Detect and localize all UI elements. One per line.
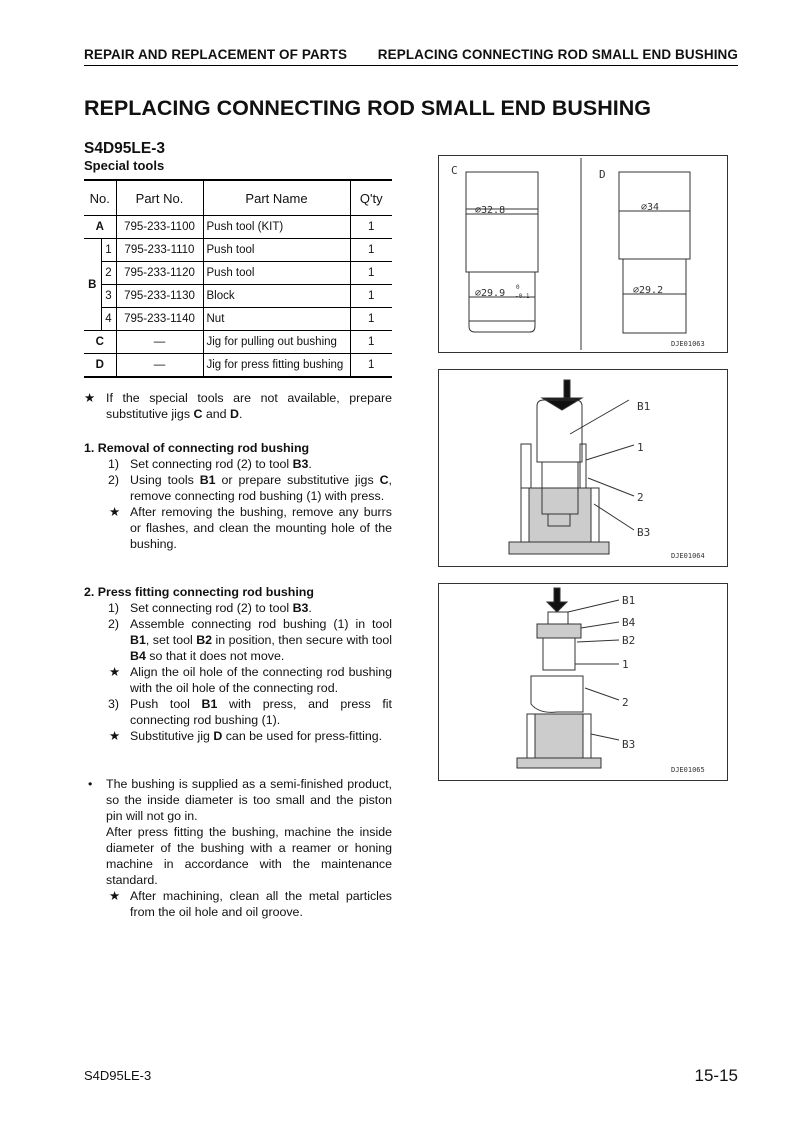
step-text: Assemble connecting rod bushing (1) in tool — [130, 617, 392, 631]
table-header-row — [84, 180, 392, 216]
qty: 1 — [350, 262, 392, 285]
note-text: If the special tools are not available, prepare substitutive jigs — [106, 391, 392, 421]
star-note — [84, 664, 392, 696]
part-name: Nut — [203, 308, 350, 331]
step-bold: B3 — [292, 457, 309, 471]
label-b2: B2 — [622, 634, 636, 647]
section-title: 1. Removal of connecting rod bushing — [84, 441, 310, 455]
step-text: . — [308, 601, 312, 615]
step — [84, 696, 392, 728]
col-header-part-no: Part No. — [116, 180, 203, 216]
tool-sub: 4 — [101, 308, 116, 331]
step-number: 2) — [108, 473, 120, 487]
section-title: 2. Press fitting connecting rod bushing — [84, 585, 314, 599]
part-no: 795-233-1110 — [116, 239, 203, 262]
bullet-note — [84, 776, 392, 920]
star-icon: ★ — [109, 665, 121, 679]
note-special-tools — [84, 390, 392, 422]
note-text: After machining, clean all the metal particles from the oil hole and oil groove. — [130, 889, 392, 919]
star-note — [84, 888, 392, 920]
table-row — [84, 308, 392, 331]
part-name: Push tool — [203, 239, 350, 262]
step-text: , remove connecting rod bushing (1) with press. — [130, 473, 392, 503]
note-text: After removing the bushing, remove any burrs or flashes, and clean the mounting hole of the bushing. — [130, 505, 392, 551]
qty: 1 — [350, 308, 392, 331]
part-no: 795-233-1140 — [116, 308, 203, 331]
step-text: so that it does not move. — [145, 649, 285, 663]
part-no: 795-233-1130 — [116, 285, 203, 308]
qty: 1 — [350, 354, 392, 378]
step-text: . — [308, 457, 312, 471]
part-name: Push tool — [203, 262, 350, 285]
step-text: Set connecting rod (2) to tool — [130, 601, 293, 615]
star-icon: ★ — [109, 505, 121, 519]
dim-c-tol-upper: 0 — [516, 284, 520, 291]
step-text: Using tools — [130, 473, 200, 487]
section-removal — [84, 440, 392, 552]
tool-sub: 2 — [101, 262, 116, 285]
part-name: Block — [203, 285, 350, 308]
label-b3: B3 — [637, 526, 651, 539]
label-connecting-rod: 2 — [637, 491, 644, 504]
label-bushing: 1 — [622, 658, 629, 671]
table-row — [84, 285, 392, 308]
page-title: REPLACING CONNECTING ROD SMALL END BUSHING — [84, 96, 651, 120]
part-name: Push tool (KIT) — [203, 216, 350, 239]
figure-code: DJE01065 — [671, 766, 705, 774]
table-row — [84, 331, 392, 354]
part-no: — — [116, 354, 203, 378]
star-icon: ★ — [109, 889, 121, 903]
step-bold: C — [379, 473, 389, 487]
note-text: . — [238, 407, 243, 421]
dim-c-tol-lower: -0.1 — [515, 293, 530, 300]
special-tools-table — [84, 179, 392, 378]
note-bold: D — [229, 407, 239, 421]
header-rule — [84, 65, 738, 66]
dim-d-top: ⌀34 — [641, 202, 660, 213]
label-b1: B1 — [637, 400, 651, 413]
bullet-item — [84, 776, 392, 888]
header-title: REPLACING CONNECTING ROD SMALL END BUSHING — [377, 47, 738, 62]
page-number: 15-15 — [694, 1066, 738, 1085]
step-text: Push tool — [130, 697, 202, 711]
label-connecting-rod: 2 — [622, 696, 629, 709]
figure-code: DJE01063 — [671, 340, 705, 348]
fig-label-c: C — [451, 164, 458, 177]
star-note — [84, 504, 392, 552]
step — [84, 600, 392, 616]
note-bold: D — [213, 729, 223, 743]
jigs-drawing — [439, 156, 727, 352]
qty: 1 — [350, 285, 392, 308]
tool-sub: 1 — [101, 239, 116, 262]
part-no: 795-233-1120 — [116, 262, 203, 285]
star-note — [84, 728, 392, 744]
col-header-qty: Q'ty — [350, 180, 392, 216]
step-number: 1) — [108, 601, 120, 615]
part-name: Jig for pulling out bushing — [203, 331, 350, 354]
step — [84, 456, 392, 472]
note-bold: C — [193, 407, 203, 421]
col-header-part-name: Part Name — [203, 180, 350, 216]
qty: 1 — [350, 331, 392, 354]
table-row — [84, 262, 392, 285]
section-press-fitting — [84, 584, 392, 744]
note-text: and — [202, 407, 230, 421]
header-section: REPAIR AND REPLACEMENT OF PARTS — [84, 47, 348, 62]
table-row — [84, 216, 392, 239]
step-number: 3) — [108, 697, 120, 711]
removal-drawing — [439, 370, 727, 566]
step-bold: B1 — [199, 473, 216, 487]
note-text: Substitutive jig — [130, 729, 214, 743]
part-no: 795-233-1100 — [116, 216, 203, 239]
step-text: in position, then secure with tool — [212, 633, 392, 647]
bullet-text: After press fitting the bushing, machine the inside diameter of the bushing with a reamer or honing machine in accordance with the maintenance standard. — [106, 825, 392, 887]
qty: 1 — [350, 239, 392, 262]
tool-group: A — [84, 216, 116, 239]
press-fitting-drawing — [439, 584, 727, 780]
tool-group: C — [84, 331, 116, 354]
step-text: with press, and press fit connecting rod bushing (1). — [130, 697, 392, 727]
model-heading: S4D95LE-3 — [84, 140, 165, 157]
table-row — [84, 239, 392, 262]
tool-group: D — [84, 354, 116, 378]
special-tools-heading: Special tools — [84, 158, 165, 173]
part-no: — — [116, 331, 203, 354]
step-text: or prepare substitutive jigs — [215, 473, 380, 487]
figure-code: DJE01064 — [671, 552, 705, 560]
label-b1: B1 — [622, 594, 636, 607]
part-name: Jig for press fitting bushing — [203, 354, 350, 378]
dim-d-bottom: ⌀29.2 — [633, 285, 664, 296]
star-icon: ★ — [84, 391, 96, 405]
figure-press-fitting — [438, 583, 728, 781]
label-bushing: 1 — [637, 441, 644, 454]
label-b4: B4 — [622, 616, 636, 629]
col-header-no: No. — [84, 180, 116, 216]
bullet-text: The bushing is supplied as a semi-finished product, so the inside diameter is too small and the piston pin will not go in. — [106, 777, 392, 823]
step-bold: B1 — [130, 633, 146, 647]
qty: 1 — [350, 216, 392, 239]
star-icon: ★ — [109, 729, 121, 743]
step — [84, 616, 392, 664]
tool-sub: 3 — [101, 285, 116, 308]
step-number: 1) — [108, 457, 120, 471]
step-text: Set connecting rod (2) to tool — [130, 457, 293, 471]
label-b3: B3 — [622, 738, 636, 751]
footer-model: S4D95LE-3 — [84, 1068, 152, 1083]
note-text: Align the oil hole of the connecting rod bushing with the oil hole of the connecting rod. — [130, 665, 392, 695]
tool-group: B — [84, 239, 101, 331]
bullet-icon: • — [88, 777, 93, 791]
fig-label-d: D — [599, 168, 606, 181]
figure-removal — [438, 369, 728, 567]
note-text: can be used for press-fitting. — [222, 729, 383, 743]
step-bold: B4 — [130, 649, 146, 663]
dim-c-bottom: ⌀29.9 — [475, 288, 506, 299]
step-text: , set tool — [145, 633, 197, 647]
step — [84, 472, 392, 504]
table-row — [84, 354, 392, 378]
dim-c-top: ⌀32.8 — [475, 205, 506, 216]
step-bold: B3 — [292, 601, 309, 615]
figure-jigs-c-d — [438, 155, 728, 353]
step-bold: B2 — [196, 633, 213, 647]
step-bold: B1 — [201, 697, 218, 711]
step-number: 2) — [108, 617, 120, 631]
